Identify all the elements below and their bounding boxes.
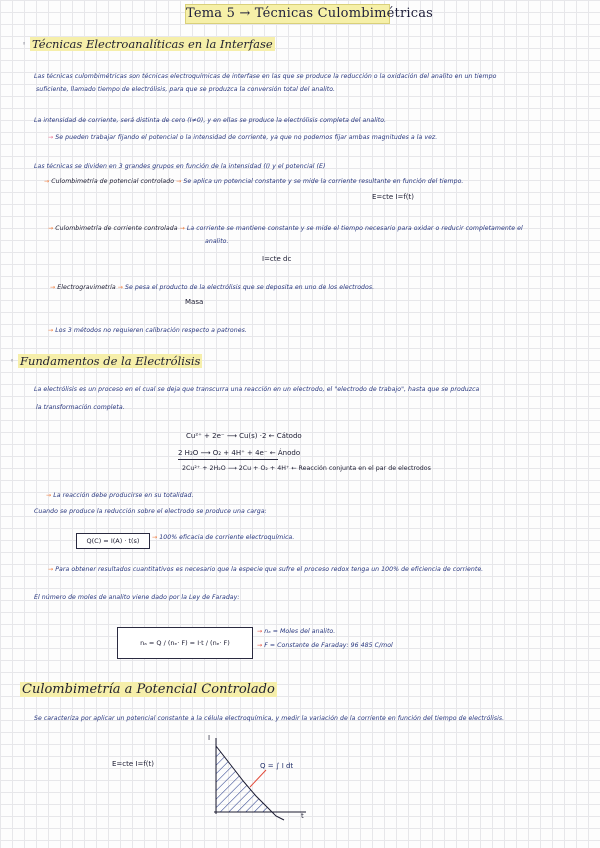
technique1-desc: Se aplica un potencial constante y se mide la corriente resultante en función del tiempo. xyxy=(183,178,464,185)
arrow-icon: → xyxy=(257,628,263,635)
s1-paragraph2-sub-text: Se pueden trabajar fijando el potencial o la intensidad de corriente, ya que no podemos fijar ambas magnitudes a la vez. xyxy=(55,134,438,141)
arrow-icon: → xyxy=(176,178,182,185)
reaction-divider xyxy=(178,459,278,460)
s2-note1-text: La reacción debe producirse en su totalidad. xyxy=(53,492,194,499)
s2-paragraph3: El número de moles de analito viene dado por la Ley de Faraday: xyxy=(34,594,240,601)
technique3-desc: Se pesa el producto de la electrólisis que se deposita en uno de los electrodos. xyxy=(125,284,375,291)
s2-paragraph2: Cuando se produce la reducción sobre el electrodo se produce una carga: xyxy=(34,508,267,515)
section3-heading-text: Culombimetría a Potencial Controlado xyxy=(22,682,275,697)
s1-paragraph1-line2: suficiente, llamado tiempo de electrólisis, para que se produzca la conversión total del analito. xyxy=(36,86,336,93)
s2-note2 xyxy=(48,566,483,573)
section-bullet-icon: ◦ xyxy=(22,40,27,48)
section-bullet-icon: ◦ xyxy=(10,357,15,365)
charge-equation-box xyxy=(76,533,150,549)
section1-heading-text: Técnicas Electroanalíticas en la Interfase xyxy=(32,37,273,51)
faraday-equation: nₐ = Q / (nₑ· F) = I·t / (nₑ· F) xyxy=(140,639,230,647)
charge-equation: Q(C) = I(A) · t(s) xyxy=(86,537,140,545)
graph-x-label: t xyxy=(301,812,304,820)
s3-equation: E=cte I=f(t) xyxy=(112,760,155,768)
charge-note xyxy=(152,534,294,541)
reaction-overall: 2Cu²⁺ + 2H₂O ⟶ 2Cu + O₂ + 4H⁺ ← Reacción conjunta en el par de electrodos xyxy=(182,465,431,472)
arrow-icon: → xyxy=(179,225,185,232)
technique1-name: Culombimetría de potencial controlado xyxy=(51,178,175,185)
technique2-name: Culombimetría de corriente controlada xyxy=(55,225,178,232)
arrow-icon: → xyxy=(152,534,158,541)
reaction-anode: 2 H₂O ⟶ O₂ + 4H⁺ + 4e⁻ ← Ánodo xyxy=(178,449,301,457)
technique3-equation: Masa xyxy=(185,298,204,306)
faraday-note1 xyxy=(257,628,335,635)
arrow-icon: → xyxy=(46,492,52,499)
s1-note-text: Los 3 métodos no requieren calibración respecto a patrones. xyxy=(55,327,247,334)
s1-paragraph2: La intensidad de corriente, será distinta de cero (I≠0), y en ellas se produce la electrólisis completa del analito. xyxy=(34,117,387,124)
section2-heading xyxy=(18,354,202,368)
section3-heading xyxy=(20,682,277,697)
reaction-cathode: Cu²⁺ + 2e⁻ ⟶ Cu(s) ·2 ← Cátodo xyxy=(186,432,302,440)
s1-paragraph2-sub xyxy=(48,134,437,141)
arrow-icon: → xyxy=(44,178,50,185)
arrow-icon: → xyxy=(117,284,124,291)
s2-paragraph1-line2: la transformación completa. xyxy=(36,404,125,411)
technique2-desc-line2: analito. xyxy=(205,238,229,245)
technique1-row xyxy=(44,178,463,185)
s3-paragraph1: Se caracteriza por aplicar un potencial constante a la célula electroquímica, y medir la variación de la corriente en función del tiempo de electrólisis. xyxy=(34,715,505,722)
arrow-icon: → xyxy=(48,225,54,232)
technique2-equation: I=cte dc xyxy=(262,255,292,263)
faraday-note2-text: F = Constante de Faraday: 96 485 C/mol xyxy=(264,642,393,649)
s2-paragraph1-line1: La electrólisis es un proceso en el cual se deja que transcurra una reacción en un electrodo, el "electrodo de trabajo", hasta que se produzca xyxy=(34,386,480,393)
technique3-name: Electrogravimetría xyxy=(57,284,116,291)
graph-integral-label: Q = ∫ I dt xyxy=(260,762,294,770)
section1-heading xyxy=(30,37,275,51)
s2-note2-text: Para obtener resultados cuantitativos es necesario que la especie que sufre el proceso redox tenga un 100% de eficiencia de corriente. xyxy=(55,566,484,573)
technique2-desc-line1: La corriente se mantiene constante y se mide el tiempo necesario para oxidar o reducir completamente el xyxy=(186,225,523,232)
s1-note xyxy=(48,327,247,334)
arrow-icon: → xyxy=(48,134,54,141)
faraday-equation-box xyxy=(117,627,253,659)
faraday-note2 xyxy=(257,642,393,649)
graph-y-label: I xyxy=(208,734,211,742)
section2-heading-text: Fundamentos de la Electrólisis xyxy=(20,354,201,368)
faraday-note1-text: nₐ = Moles del analito. xyxy=(264,628,336,635)
technique1-equation: E=cte I=f(t) xyxy=(372,193,415,201)
arrow-icon: → xyxy=(48,327,54,334)
charge-note-text: 100% eficacia de corriente electroquímica. xyxy=(159,534,295,541)
s1-paragraph1-line1: Las técnicas culombimétricas son técnicas electroquímicas de interfase en las que se produce la reducción o la oxidación del analito en un tiempo xyxy=(34,73,497,80)
arrow-icon: → xyxy=(50,284,56,291)
s2-note1 xyxy=(46,492,194,499)
arrow-icon: → xyxy=(48,566,54,573)
technique2-row xyxy=(48,225,523,232)
s1-paragraph3: Las técnicas se dividen en 3 grandes grupos en función de la intensidad (I) y el potencial (E) xyxy=(34,163,326,170)
page-title: Tema 5 → Técnicas Culombimétricas xyxy=(185,4,390,24)
graph-pointer-line xyxy=(250,770,266,787)
technique3-row xyxy=(50,284,374,291)
graph-area-under-curve xyxy=(216,746,272,812)
current-time-graph xyxy=(200,730,312,826)
arrow-icon: → xyxy=(257,642,263,649)
